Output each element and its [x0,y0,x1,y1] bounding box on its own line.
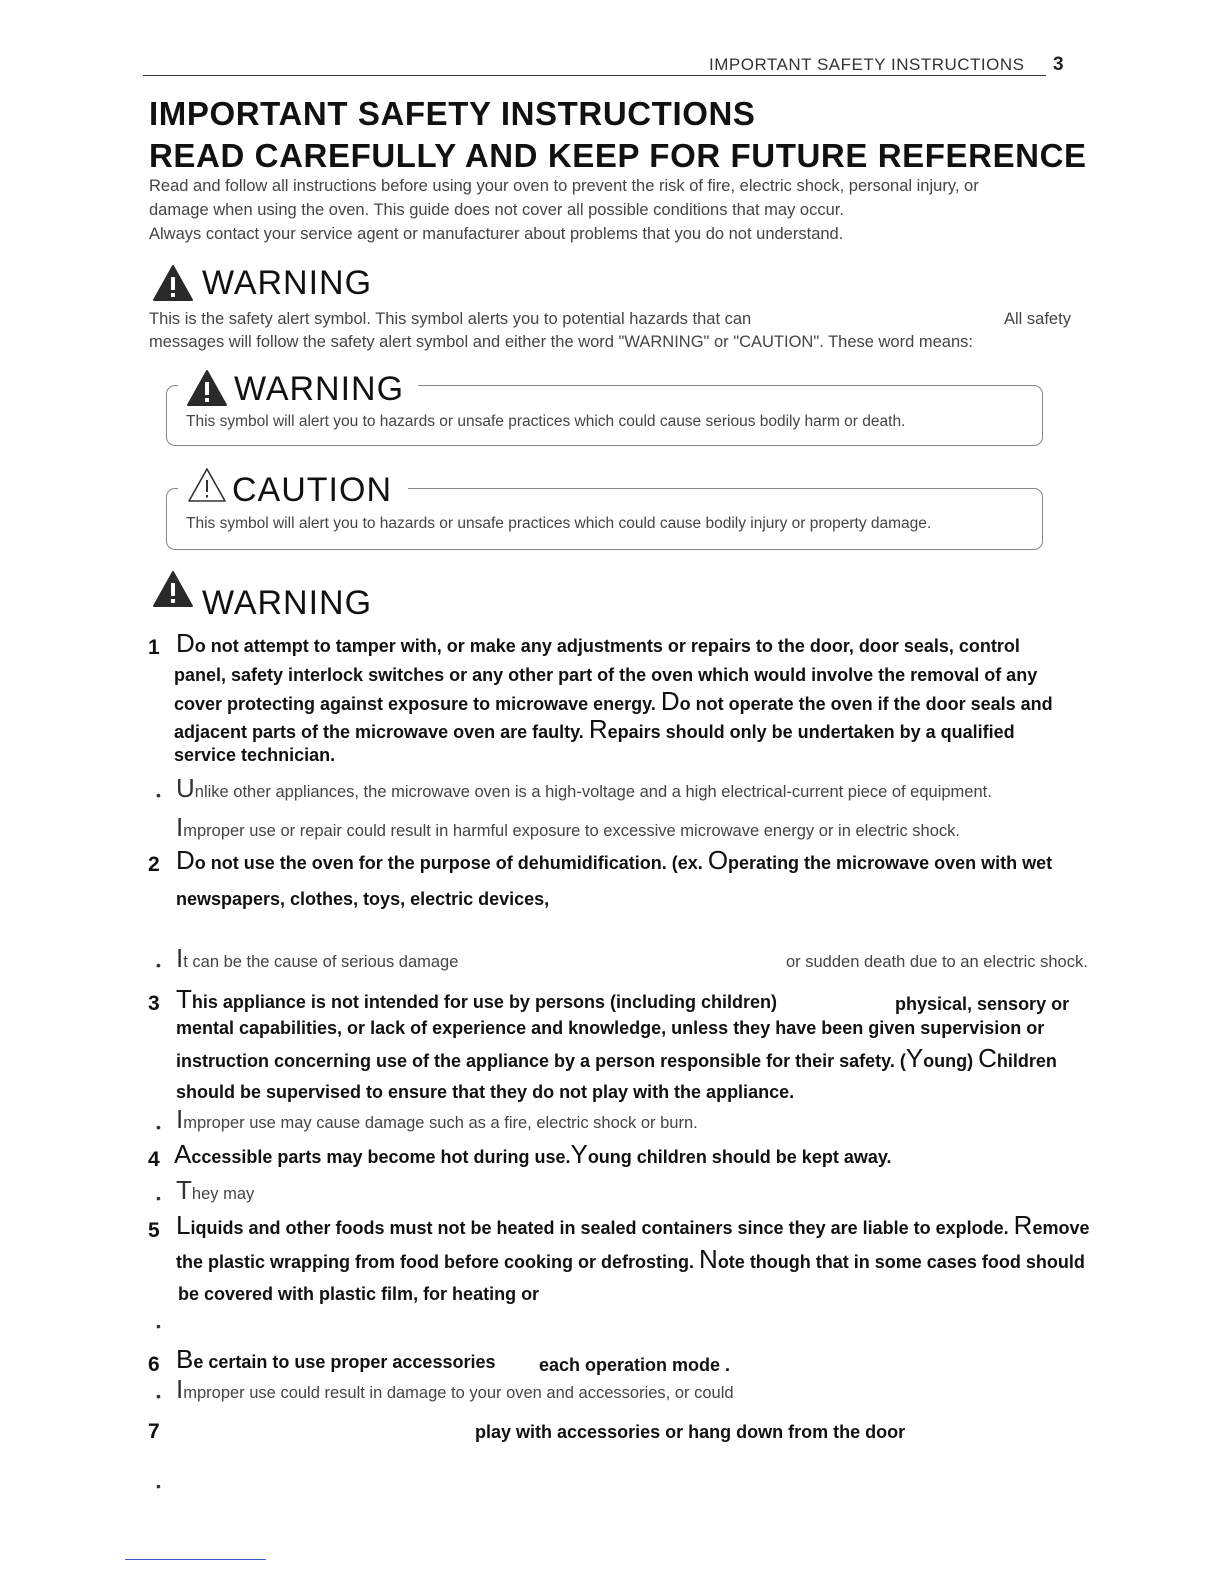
item-3-line-3: instruction concerning use of the appliance by a person responsible for their safety. (Young) Children [176,1043,1057,1073]
item-7-line-1: play with accessories or hang down from the door [475,1422,906,1442]
item-1-line-5: service technician. [174,745,336,765]
item-1-line-1: Do not attempt to tamper with, or make any adjustments or repairs to the door, door seals, control [176,628,1020,658]
item-2-line-1: Do not use the oven for the purpose of dehumidification. (ex. Operating the microwave oven with wet [176,845,1053,875]
bullet: • [156,1190,161,1206]
item-3-note-1: Improper use may cause damage such as a fire, electric shock or burn. [176,1104,698,1134]
item-6-line-1a: Be certain to use proper accessories [176,1344,496,1374]
item-1-note-2: Improper use or repair could result in harmful exposure to excessive microwave energy or in electric shock. [176,812,960,842]
item-5-line-3: be covered with plastic film, for heating or [178,1284,540,1304]
item-3-line-2: mental capabilities, or lack of experience and knowledge, unless they have been given supervision or [176,1018,1045,1038]
item-number: 4 [148,1148,160,1171]
item-3-line-4: should be supervised to ensure that they do not play with the appliance. [176,1082,795,1102]
caution-box-title: CAUTION [232,471,392,509]
intro-line-2: damage when using the oven. This guide does not cover all possible conditions that may occur. [149,201,844,219]
alert-heading: WARNING [202,264,373,302]
item-2-note-1a: It can be the cause of serious damage [176,943,459,973]
item-number: 1 [148,636,160,659]
caution-triangle-icon [186,466,228,504]
item-2-line-2: newspapers, clothes, toys, electric devices, [176,889,550,909]
item-1-line-3: cover protecting against exposure to microwave energy. Do not operate the oven if the door seals and [174,686,1053,716]
item-number: 2 [148,853,160,876]
bullet: • [156,957,161,973]
item-5-line-1: Liquids and other foods must not be heated in sealed containers since they are liable to explode. Remove [176,1210,1090,1240]
section-warning-heading: WARNING [202,584,373,622]
item-number: 7 [148,1420,160,1443]
page-subtitle: READ CAREFULLY AND KEEP FOR FUTURE REFERENCE [149,137,1087,174]
item-1-line-4: adjacent parts of the microwave oven are faulty. Repairs should only be undertaken by a qualified [174,714,1015,744]
page-number: 3 [1053,54,1064,75]
item-number: 3 [148,992,160,1015]
intro-line-1: Read and follow all instructions before using your oven to prevent the risk of fire, electric shock, personal injury, or [149,177,979,195]
item-6-note-1: Improper use could result in damage to your oven and accessories, or could [176,1374,734,1404]
item-1-line-2: panel, safety interlock switches or any other part of the oven which would involve the removal of any [174,665,1038,685]
item-3-line-1b: physical, sensory or [895,994,1070,1014]
warning-box-text: This symbol will alert you to hazards or unsafe practices which could cause serious bodily harm or death. [186,413,906,430]
item-4-note-1: They may [176,1175,255,1205]
alert-text-2: messages will follow the safety alert symbol and either the word "WARNING" or "CAUTION". These word means: [149,333,973,351]
bullet: • [156,1318,161,1334]
bullet: • [156,1388,161,1404]
bullet: • [156,787,161,803]
running-header: IMPORTANT SAFETY INSTRUCTIONS [709,55,1025,74]
alert-text-1b: All safety [1004,310,1071,328]
item-2-note-1b: or sudden death due to an electric shock. [786,953,1088,971]
intro-line-3: Always contact your service agent or manufacturer about problems that you do not understand. [149,225,844,243]
item-6-line-1b: each operation mode . [539,1355,731,1375]
section-warning-triangle-icon [152,570,194,608]
item-number: 5 [148,1219,160,1242]
item-3-line-1a: This appliance is not intended for use by persons (including children) [176,984,777,1014]
item-1-note-1: Unlike other appliances, the microwave oven is a high-voltage and a high electrical-current piece of equipment. [176,773,992,803]
warning-box-triangle-icon [186,369,228,407]
bullet: • [156,1119,161,1135]
warning-box-title: WARNING [234,370,405,408]
page-title: IMPORTANT SAFETY INSTRUCTIONS [149,95,756,132]
caution-box-text: This symbol will alert you to hazards or unsafe practices which could cause bodily injury or property damage. [186,515,932,532]
header-rule [143,75,1046,76]
footer-link-underline [125,1559,266,1560]
item-5-line-2: the plastic wrapping from food before cooking or defrosting. Note though that in some cases food should [176,1244,1085,1274]
bullet: • [156,1478,161,1494]
alert-text-1a: This is the safety alert symbol. This symbol alerts you to potential hazards that can [149,310,752,328]
item-number: 6 [148,1353,160,1376]
item-4-line-1: Accessible parts may become hot during use.Young children should be kept away. [174,1139,892,1169]
warning-triangle-icon [152,264,194,302]
